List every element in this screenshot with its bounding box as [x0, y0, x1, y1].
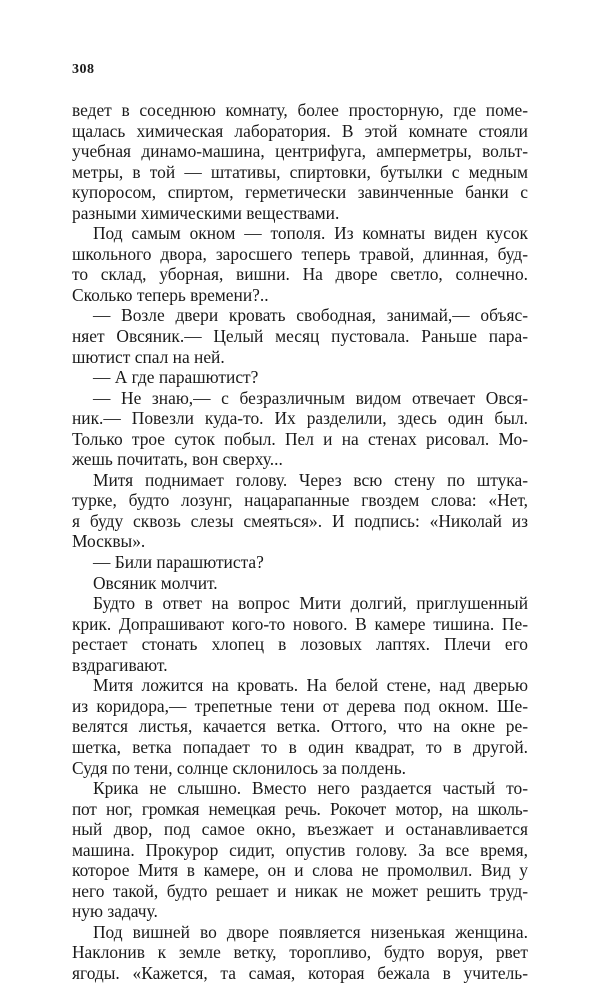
text-line: — А где парашютист? [93, 367, 259, 388]
text-line: Москвы». [72, 531, 146, 552]
text-line: пот ног, громкая немецкая речь. Рокочет мотор, на школь- [72, 798, 528, 819]
text-line: школьного двора, заросшего теперь травой, длинная, буд- [72, 243, 528, 264]
text-line: Митя ложится на кровать. На белой стене, над дверью [93, 675, 528, 696]
text-line: Судя по тени, солнце склонилось за полдень. [72, 757, 406, 778]
text-line: ведет в соседнюю комнату, более просторную, где поме- [72, 100, 528, 120]
text-line: Сколько теперь времени?.. [72, 284, 269, 305]
text-line: ник.— Повезли куда-то. Их разделили, здесь один был. [72, 408, 528, 429]
text-line: Будто в ответ на вопрос Мити долгий, приглушенный [93, 593, 528, 614]
text-line: ный двор, под самое окно, въезжает и останавливается [72, 819, 528, 840]
text-line: Только трое суток побыл. Пел и на стенах рисовал. Мо- [72, 428, 528, 449]
text-line: — Не знаю,— с безразличным видом отвечает Овся- [93, 387, 528, 408]
text-body [72, 100, 528, 984]
text-line: Наклонив к земле ветку, торопливо, будто воруя, рвет [72, 942, 528, 963]
text-line: рестает стонать хлопец в лозовых лаптях. Плечи его [72, 634, 528, 655]
text-line: шетка, ветка попадает то в один квадрат, то в другой. [72, 736, 528, 757]
text-line: крик. Допрашивают кого-то нового. В камере тишина. Пе- [72, 613, 528, 634]
text-line: велятся листья, качается ветка. Оттого, что на окне ре- [72, 716, 528, 737]
text-line: Овсяник молчит. [93, 572, 218, 593]
text-line: купоросом, спиртом, герметически завинченные банки с [72, 182, 528, 203]
text-line: него такой, будто решает и никак не может решить труд- [72, 880, 528, 901]
text-line: Крика не слышно. Вместо него раздается частый то- [93, 778, 528, 799]
text-line: учебная динамо-машина, центрифуга, амперметры, вольт- [72, 141, 528, 162]
text-line: метры, в той — штативы, спиртовки, бутылки с медным [72, 161, 528, 182]
text-line: щалась химическая лаборатория. В этой комнате стояли [72, 120, 528, 141]
text-line: — Возле двери кровать свободная, занимай,— объяс- [93, 305, 528, 326]
text-line: которое Митя в камере, он и слова не промолвил. Вид у [72, 860, 528, 881]
text-line: машина. Прокурор сидит, опустив голову. За все время, [72, 839, 528, 860]
text-line: то склад, уборная, вишни. На дворе светло, солнечно. [72, 264, 528, 285]
page-number: 308 [72, 62, 95, 77]
text-line: турке, будто лозунг, нацарапанные гвоздем слова: «Нет, [72, 490, 528, 511]
text-line: ную задачу. [72, 901, 158, 922]
text-line: жешь почитать, вон сверху... [72, 449, 283, 470]
text-line: разными химическими веществами. [72, 202, 340, 223]
text-line: ягоды. «Кажется, та самая, которая бежала в учитель- [72, 962, 528, 983]
text-line: Под самым окном — тополя. Из комнаты виден кусок [93, 223, 528, 244]
text-line: шютист спал на ней. [72, 346, 225, 367]
text-line: — Били парашютиста? [93, 552, 264, 573]
text-line: няет Овсяник.— Целый месяц пустовала. Раньше пара- [72, 326, 528, 347]
text-line: Под вишней во дворе появляется низенькая женщина. [93, 921, 528, 942]
text-line: я буду сквозь слезы смеяться». И подпись: «Николай из [72, 510, 528, 531]
text-line: Митя поднимает голову. Через всю стену по штука- [93, 469, 528, 490]
text-line: вздрагивают. [72, 654, 168, 675]
text-line: из коридора,— трепетные тени от дерева под окном. Ше- [72, 695, 528, 716]
